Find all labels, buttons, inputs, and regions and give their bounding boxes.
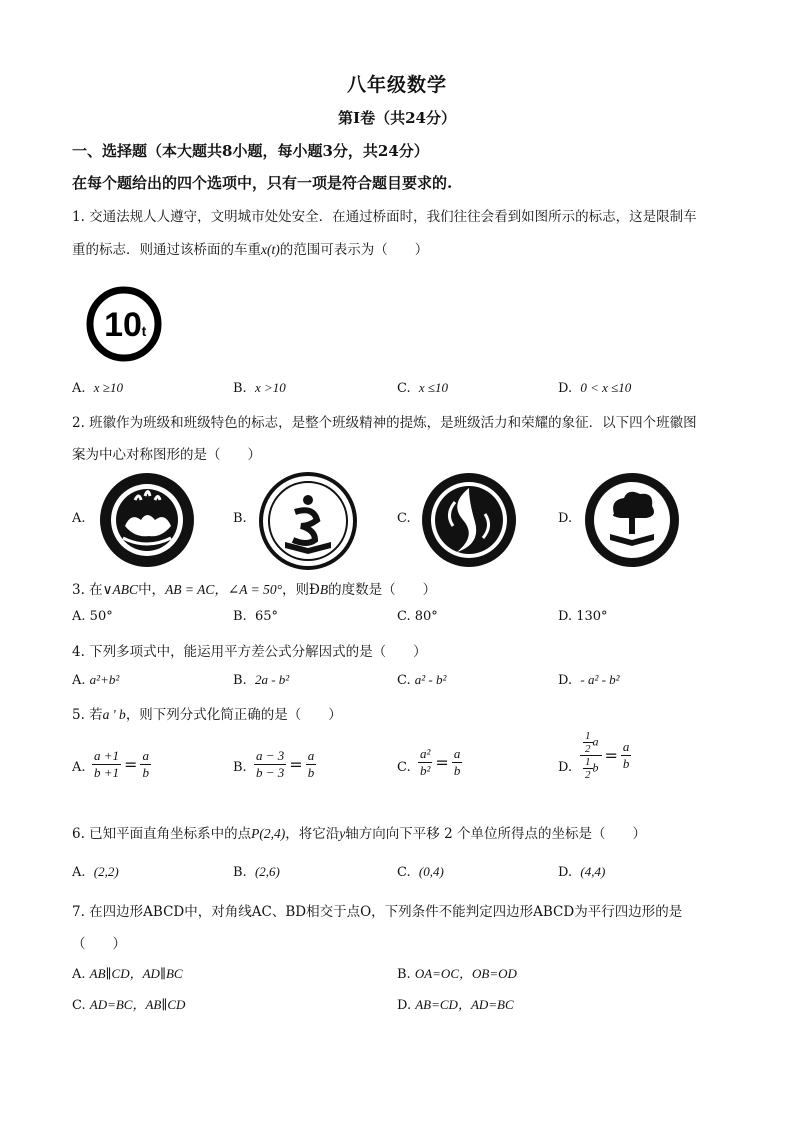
q3-option-b: B. 65° bbox=[233, 609, 278, 624]
weight-limit-sign bbox=[86, 286, 162, 362]
q7-option-d: D. AB=CD，AD=BC bbox=[397, 997, 514, 1013]
q3-stem: 3. 在∨ABC中，AB = AC，∠A = 50°，则ÐB的度数是（ ） bbox=[72, 582, 437, 598]
q7-option-c: C. AD=BC，AB∥CD bbox=[72, 997, 186, 1013]
q4-option-b: B. 2a - b² bbox=[233, 672, 290, 688]
q7-option-b: B. OA=OC，OB=OD bbox=[397, 966, 517, 982]
q5-option-a-expr: $\frac{a +1}{b +1}$ = $\frac{a}{b}$ bbox=[94, 748, 149, 780]
q1-math: x(t) bbox=[261, 242, 280, 257]
q6-option-c: C. (0,4) bbox=[397, 864, 444, 880]
section-heading: 一、选择题（本大题共8小题，每小题3分，共24分） bbox=[72, 142, 429, 160]
q7-line2: （ ） bbox=[72, 936, 126, 952]
q5-option-d-expr: $\frac{1}{2}$ a $\frac{1}{2}$ b = $\frac{a}{b}$ bbox=[580, 730, 631, 781]
q2-line1: 2. 班徽作为班级和班级特色的标志，是整个班级精神的提炼，是班级活力和荣耀的象征．以下四个班徽图 bbox=[72, 415, 697, 431]
q6-option-a: A. (2,2) bbox=[72, 864, 119, 880]
q1-option-d: D. 0 < x ≤10 bbox=[558, 380, 632, 396]
q5-option-a-label: A. bbox=[72, 760, 86, 775]
q7-option-a: A. AB∥CD，AD∥BC bbox=[72, 966, 183, 982]
q4-option-a: A. a²+b² bbox=[72, 672, 120, 688]
badge-b-icon bbox=[259, 472, 357, 570]
page-title: 八年级数学 bbox=[346, 74, 447, 96]
q5-option-b-label: B. bbox=[233, 760, 247, 775]
q1-line2-pre: 重的标志．则通过该桥面的车重 bbox=[72, 242, 261, 258]
badge-a-icon bbox=[99, 472, 195, 568]
page-subtitle: 第Ⅰ卷（共24分） bbox=[338, 109, 456, 127]
section-instruction: 在每个题给出的四个选项中，只有一项是符合题目要求的. bbox=[72, 174, 453, 192]
q1-option-c: C. x ≤10 bbox=[397, 380, 449, 396]
q5-option-c-label: C. bbox=[397, 760, 411, 775]
q1-line2 bbox=[72, 238, 428, 258]
q2-option-c-label: C. bbox=[397, 511, 411, 526]
q3-option-d: D. 130° bbox=[558, 609, 608, 624]
q2-option-a-label: A. bbox=[72, 511, 86, 526]
q7-line1: 7. 在四边形ABCD中，对角线AC、BD相交于点O，下列条件不能判定四边形ABCD为平行四边形的是 bbox=[72, 904, 683, 920]
q3-option-a: A. 50° bbox=[72, 609, 113, 624]
q5-stem: 5. 若a ' b，则下列分式化简正确的是（ ） bbox=[72, 707, 342, 723]
sign-text-main: 10 bbox=[104, 306, 142, 344]
q4-stem: 4. 下列多项式中，能运用平方差公式分解因式的是（ ） bbox=[72, 644, 427, 660]
q5-option-d-label: D. bbox=[558, 760, 573, 775]
q3-option-c: C. 80° bbox=[397, 609, 438, 624]
q6-option-d: D. (4,4) bbox=[558, 864, 606, 880]
q5-option-b-expr: $\frac{a - 3}{b - 3}$ = $\frac{a}{b}$ bbox=[256, 748, 315, 780]
q6-option-b: B. (2,6) bbox=[233, 864, 280, 880]
q4-option-c: C. a² - b² bbox=[397, 672, 447, 688]
q1-option-a: A. x ≥10 bbox=[72, 380, 123, 396]
q5-option-c-expr: $\frac{\text{a²}}{\text{b²}}$ = $\frac{a}{b}$ bbox=[420, 746, 461, 778]
q4-option-d: D. - a² - b² bbox=[558, 672, 620, 688]
sign-text-unit: t bbox=[141, 323, 147, 339]
badge-d-icon bbox=[584, 472, 680, 568]
q1-line2-post: 的范围可表示为（ ） bbox=[279, 242, 429, 258]
q1-option-b: B. x >10 bbox=[233, 380, 286, 396]
q2-option-d-label: D. bbox=[558, 511, 573, 526]
q2-line2: 案为中心对称图形的是（ ） bbox=[72, 447, 261, 463]
q6-stem: 6. 已知平面直角坐标系中的点P(2,4)，将它沿y轴方向向下平移 2 个单位所得点的坐标是（ ） bbox=[72, 826, 646, 842]
q2-option-b-label: B. bbox=[233, 511, 247, 526]
q1-line1: 1. 交通法规人人遵守，文明城市处处安全．在通过桥面时，我们往往会看到如图所示的标志，这是限制车 bbox=[72, 209, 697, 225]
badge-c-icon bbox=[421, 472, 517, 568]
